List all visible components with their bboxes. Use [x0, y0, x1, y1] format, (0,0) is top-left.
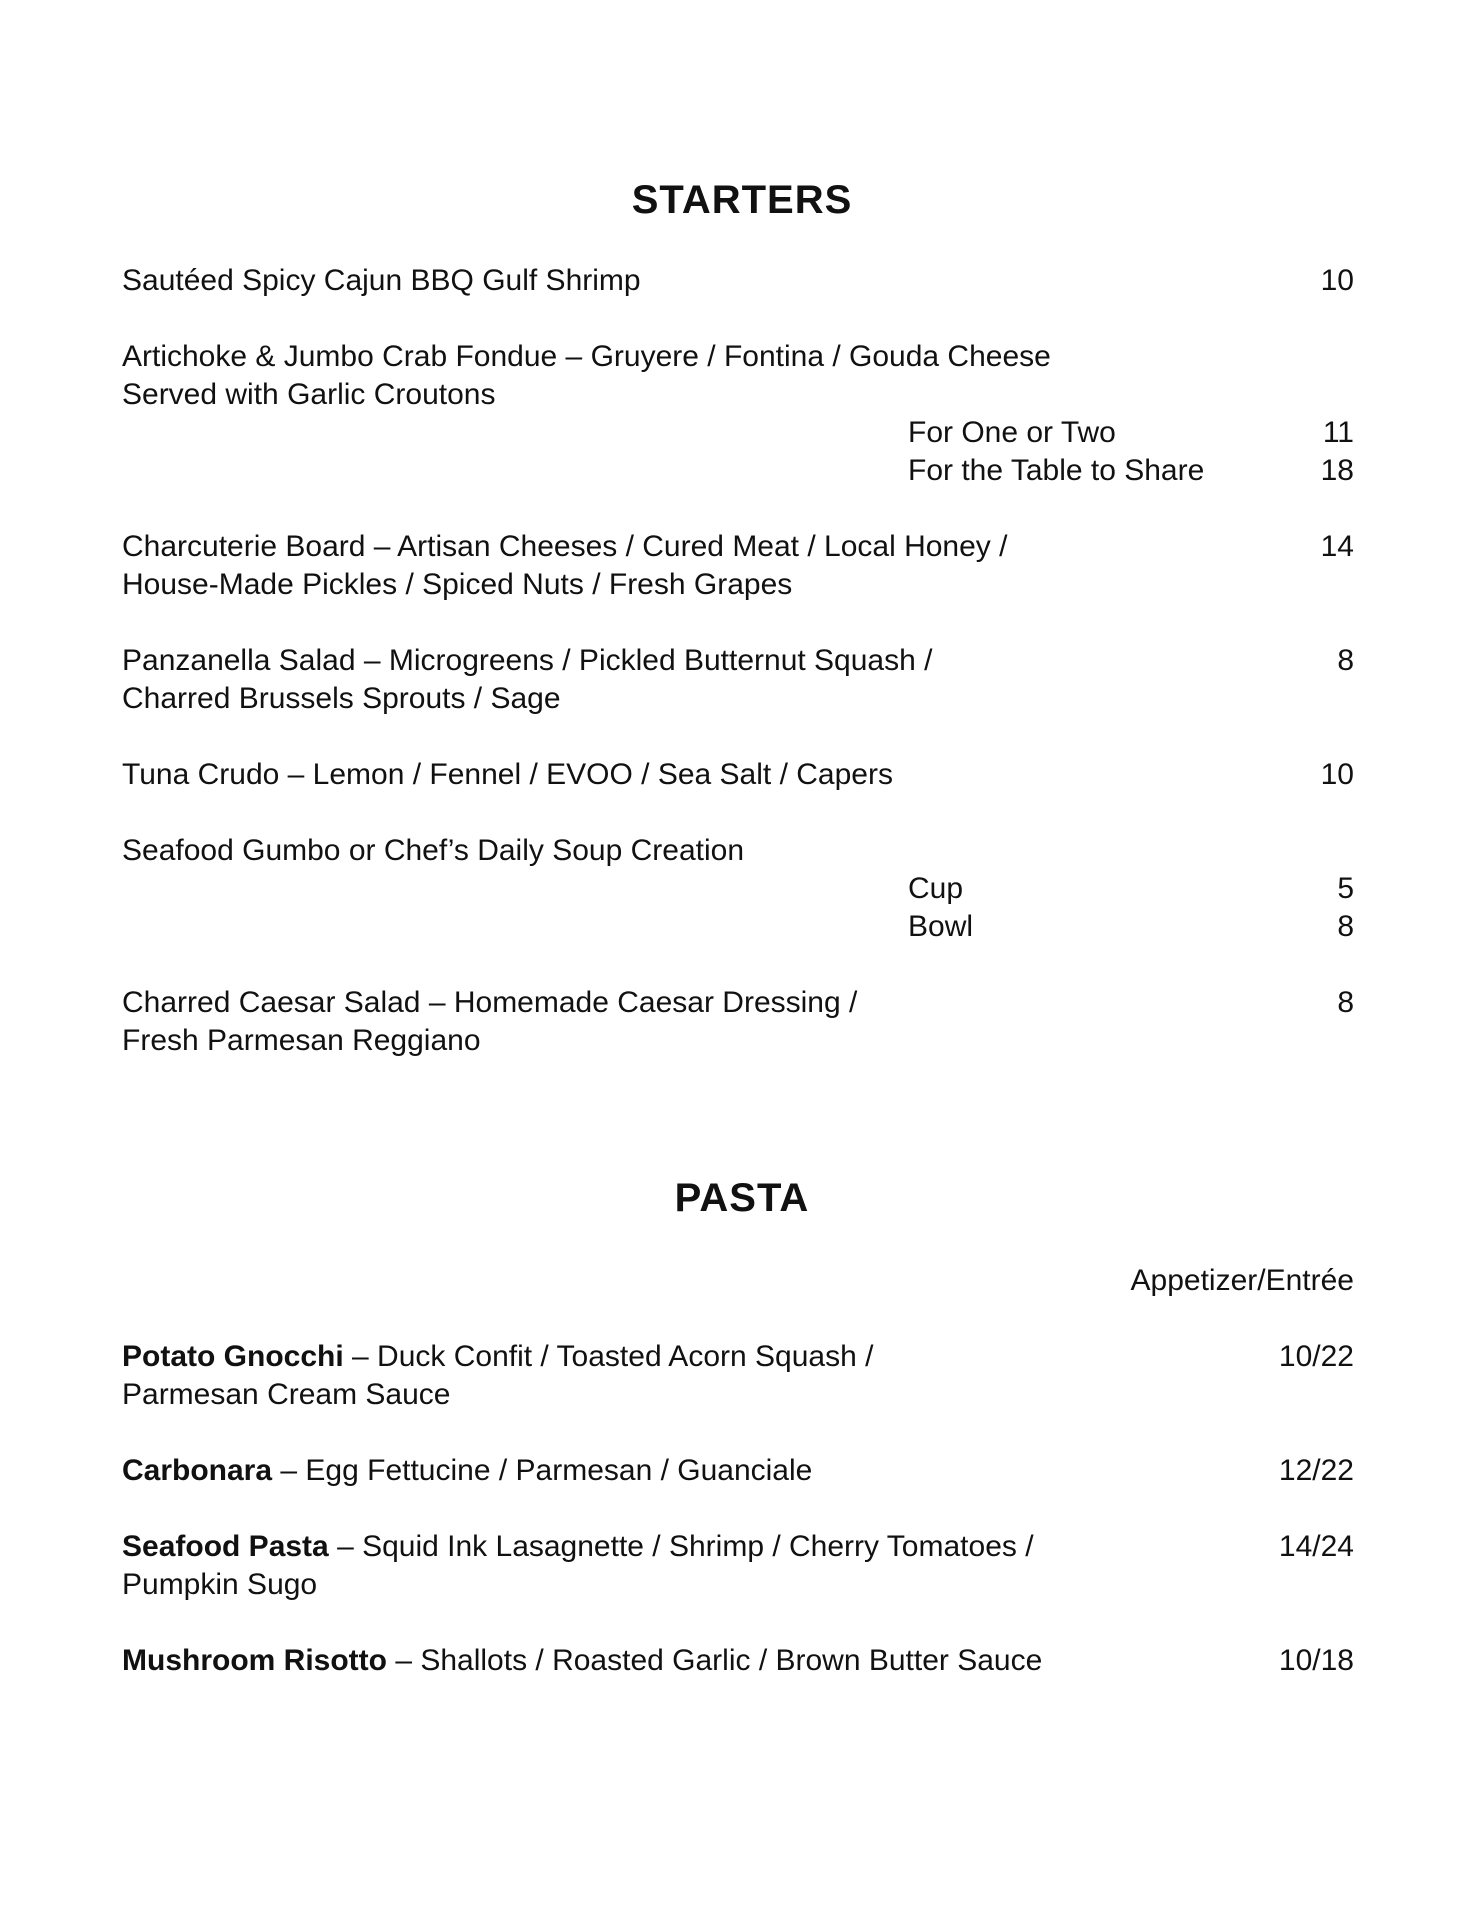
- dish-name: Carbonara: [122, 1454, 273, 1487]
- item-description: Panzanella Salad – Microgreens / Pickled Butternut Squash /: [122, 644, 933, 677]
- item-description: Seafood Gumbo or Chef’s Daily Soup Creation: [122, 834, 745, 867]
- starter-item: [122, 262, 1354, 300]
- item-price: 8: [1337, 986, 1354, 1019]
- item-price: 12/22: [1278, 1454, 1354, 1487]
- item-description: Sautéed Spicy Cajun BBQ Gulf Shrimp: [122, 264, 641, 297]
- item-price: 10/18: [1278, 1644, 1354, 1677]
- item-description: – Duck Confit / Toasted Acorn Squash /: [343, 1340, 874, 1373]
- starter-item: [122, 984, 1354, 1060]
- option-price: 18: [1320, 454, 1354, 487]
- item-description: House-Made Pickles / Spiced Nuts / Fresh Grapes: [122, 568, 793, 601]
- option-label: Bowl: [908, 910, 974, 943]
- dish-name: Seafood Pasta: [122, 1530, 329, 1563]
- item-description: Fresh Parmesan Reggiano: [122, 1024, 481, 1057]
- item-description: Charred Brussels Sprouts / Sage: [122, 682, 561, 715]
- pasta-item: [122, 1338, 1354, 1414]
- option-price: 8: [1337, 910, 1354, 943]
- item-description: – Egg Fettucine / Parmesan / Guanciale: [272, 1454, 813, 1487]
- dish-name: Mushroom Risotto: [122, 1644, 387, 1677]
- starter-item: [122, 756, 1354, 794]
- item-description: Served with Garlic Croutons: [122, 378, 496, 411]
- option-price: 11: [1322, 416, 1354, 449]
- item-option: [122, 908, 1354, 946]
- item-description: Charcuterie Board – Artisan Cheeses / Cured Meat / Local Honey /: [122, 530, 1008, 563]
- item-description: Artichoke & Jumbo Crab Fondue – Gruyere / Fontina / Gouda Cheese: [122, 340, 1051, 373]
- item-price: 8: [1337, 644, 1354, 677]
- item-price: 14: [1320, 530, 1354, 563]
- item-price: 10: [1320, 264, 1354, 297]
- item-option: [122, 452, 1354, 490]
- starter-item: [122, 528, 1354, 604]
- pasta-item: [122, 1452, 1354, 1490]
- item-price: 14/24: [1278, 1530, 1354, 1563]
- pasta-item: [122, 1528, 1354, 1604]
- item-description: – Shallots / Roasted Garlic / Brown Butter Sauce: [386, 1644, 1043, 1677]
- item-description: Charred Caesar Salad – Homemade Caesar Dressing /: [122, 986, 858, 1019]
- dish-name: Potato Gnocchi: [122, 1340, 344, 1373]
- pasta-column-header: Appetizer/Entrée: [1130, 1264, 1354, 1297]
- option-label: Cup: [908, 872, 964, 905]
- starter-item: [122, 642, 1354, 718]
- pasta-column-header-row: [122, 1262, 1354, 1300]
- option-label: For One or Two: [908, 416, 1116, 449]
- pasta-heading: PASTA: [674, 1176, 810, 1220]
- item-price: 10: [1320, 758, 1354, 791]
- option-price: 5: [1337, 872, 1354, 905]
- item-option: [122, 414, 1354, 452]
- item-description: Parmesan Cream Sauce: [122, 1378, 451, 1411]
- item-description: – Squid Ink Lasagnette / Shrimp / Cherry Tomatoes /: [328, 1530, 1034, 1563]
- pasta-item: [122, 1642, 1354, 1680]
- item-option: [122, 870, 1354, 908]
- item-price: 10/22: [1278, 1340, 1354, 1373]
- starter-item: [122, 338, 1354, 490]
- item-description: Tuna Crudo – Lemon / Fennel / EVOO / Sea Salt / Capers: [122, 758, 893, 791]
- starters-heading: STARTERS: [631, 178, 853, 222]
- starter-item: [122, 832, 1354, 946]
- item-description: Pumpkin Sugo: [122, 1568, 318, 1601]
- option-label: For the Table to Share: [908, 454, 1205, 487]
